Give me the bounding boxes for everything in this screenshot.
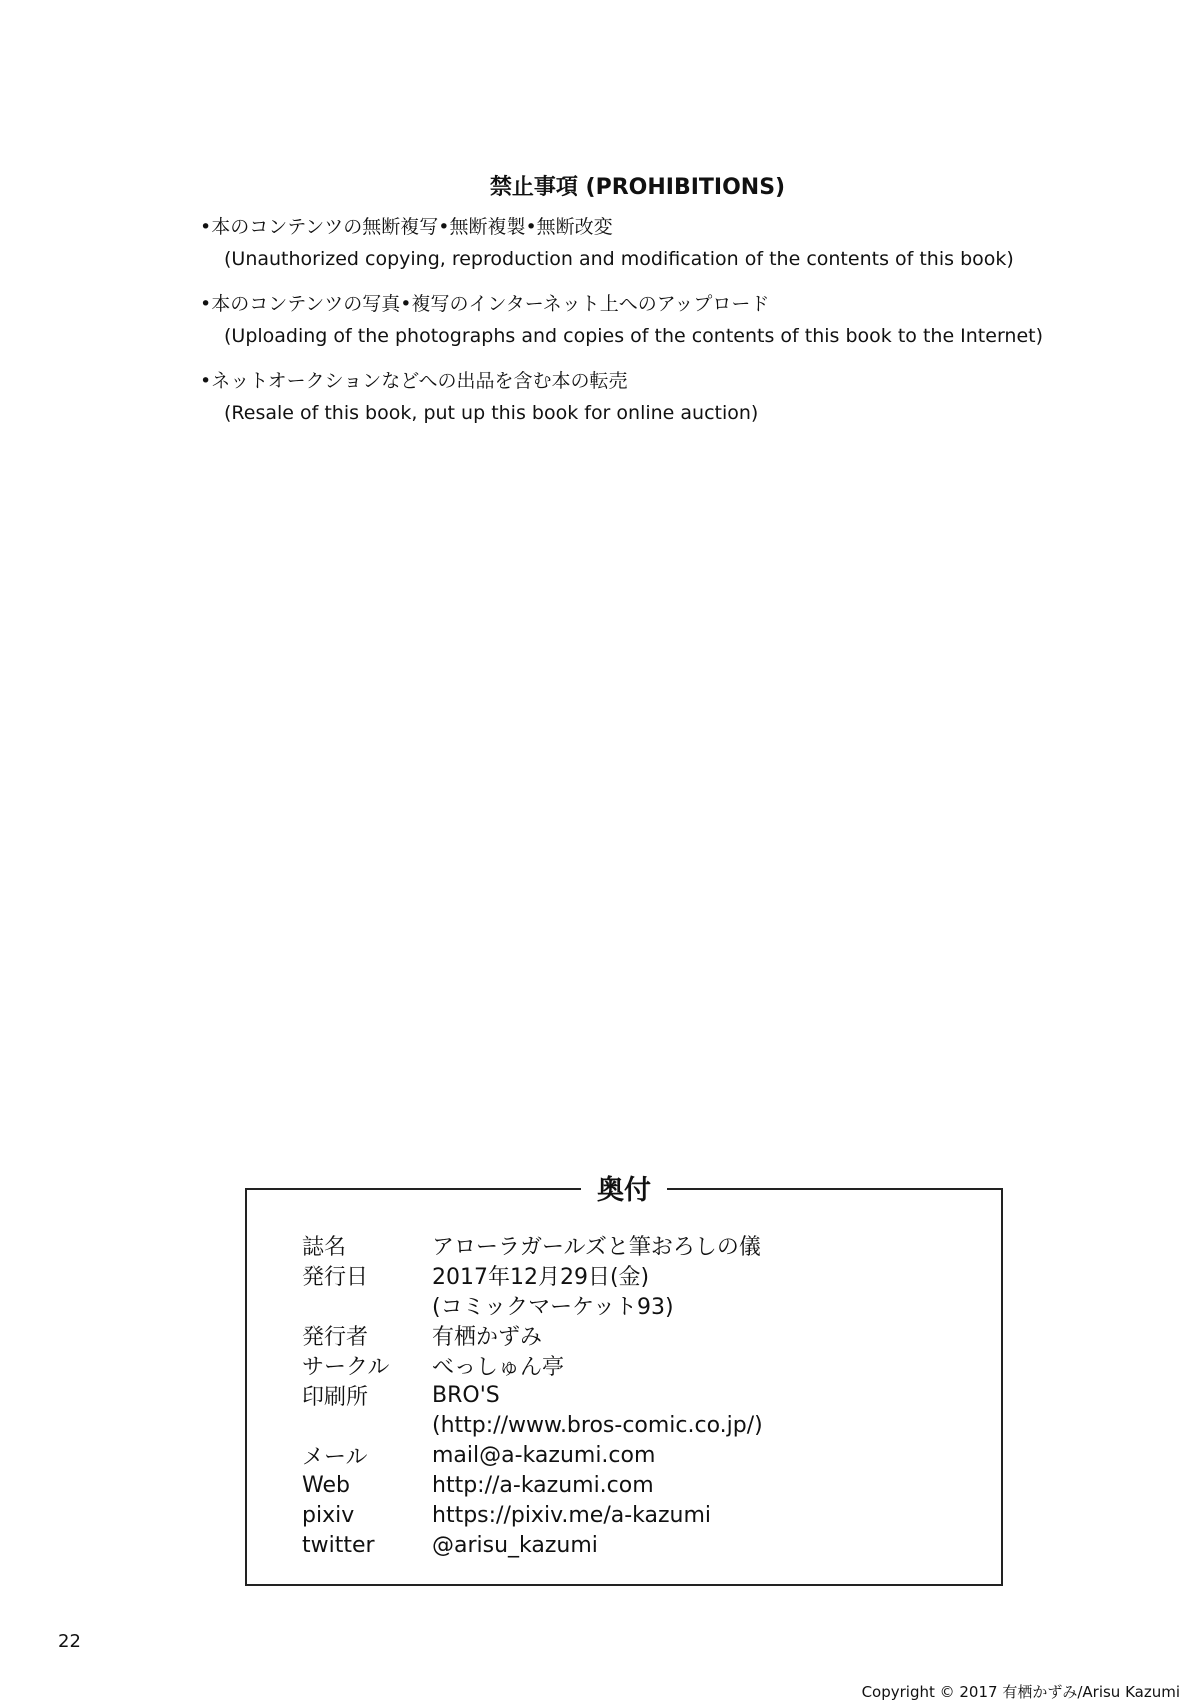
row-value: mail@a-kazumi.com [432, 1442, 656, 1468]
colophon-row-pixiv [302, 1500, 981, 1530]
row-label: メール [302, 1444, 368, 1470]
prohibition-item [200, 365, 1100, 428]
row-value: べっしゅん亭 [432, 1354, 565, 1380]
row-value: https://pixiv.me/a-kazumi [432, 1502, 712, 1528]
prohibition-en: (Uploading of the photographs and copies of the contents of this book to the Internet) [224, 325, 1044, 347]
colophon-row-circle [302, 1350, 981, 1380]
row-value: アローラガールズと筆おろしの儀 [432, 1234, 761, 1260]
prohibition-item [200, 288, 1100, 351]
row-label: pixiv [302, 1502, 355, 1528]
prohibitions-list [200, 211, 1100, 428]
row-label: 印刷所 [302, 1384, 369, 1410]
copyright-notice: Copyright © 2017 有栖かずみ/Arisu Kazumi [861, 1683, 1180, 1701]
prohibition-item [200, 211, 1100, 274]
colophon-rows [302, 1230, 981, 1560]
colophon-row-date [302, 1260, 981, 1290]
colophon-title: 奥付 [581, 1168, 667, 1207]
row-label: Web [302, 1472, 350, 1498]
prohibition-jp: •本のコンテンツの写真•複写のインターネット上へのアップロード [200, 293, 770, 315]
prohibitions-section [200, 170, 1100, 442]
colophon-row-title [302, 1230, 981, 1260]
row-value: (http://www.bros-comic.co.jp/) [432, 1412, 763, 1438]
colophon-box [245, 1175, 1003, 1586]
row-label: 誌名 [302, 1234, 347, 1260]
row-value: http://a-kazumi.com [432, 1472, 654, 1498]
colophon-row-printer [302, 1380, 981, 1410]
colophon-row-web [302, 1470, 981, 1500]
row-value: @arisu_kazumi [432, 1532, 598, 1558]
row-label: サークル [302, 1354, 390, 1380]
colophon-row-twitter [302, 1530, 981, 1560]
prohibition-jp: •本のコンテンツの無断複写•無断複製•無断改変 [200, 216, 613, 238]
row-value: BRO'S [432, 1382, 500, 1408]
prohibition-jp: •ネットオークションなどへの出品を含む本の転売 [200, 370, 628, 392]
colophon-row-publisher [302, 1320, 981, 1350]
row-label: twitter [302, 1532, 375, 1558]
colophon-row-event [302, 1290, 981, 1320]
page-number: 22 [58, 1631, 81, 1652]
colophon-row-mail [302, 1440, 981, 1470]
row-value: (コミックマーケット93) [432, 1294, 674, 1320]
row-label: 発行日 [302, 1264, 369, 1290]
row-label: 発行者 [302, 1324, 369, 1350]
row-value: 2017年12月29日(金) [432, 1264, 650, 1290]
prohibition-en: (Unauthorized copying, reproduction and modification of the contents of this book) [224, 248, 1014, 270]
prohibitions-title: 禁止事項 (PROHIBITIONS) [489, 175, 786, 200]
prohibition-en: (Resale of this book, put up this book for online auction) [224, 402, 759, 424]
colophon-row-printer-url [302, 1410, 981, 1440]
row-value: 有栖かずみ [432, 1324, 543, 1350]
